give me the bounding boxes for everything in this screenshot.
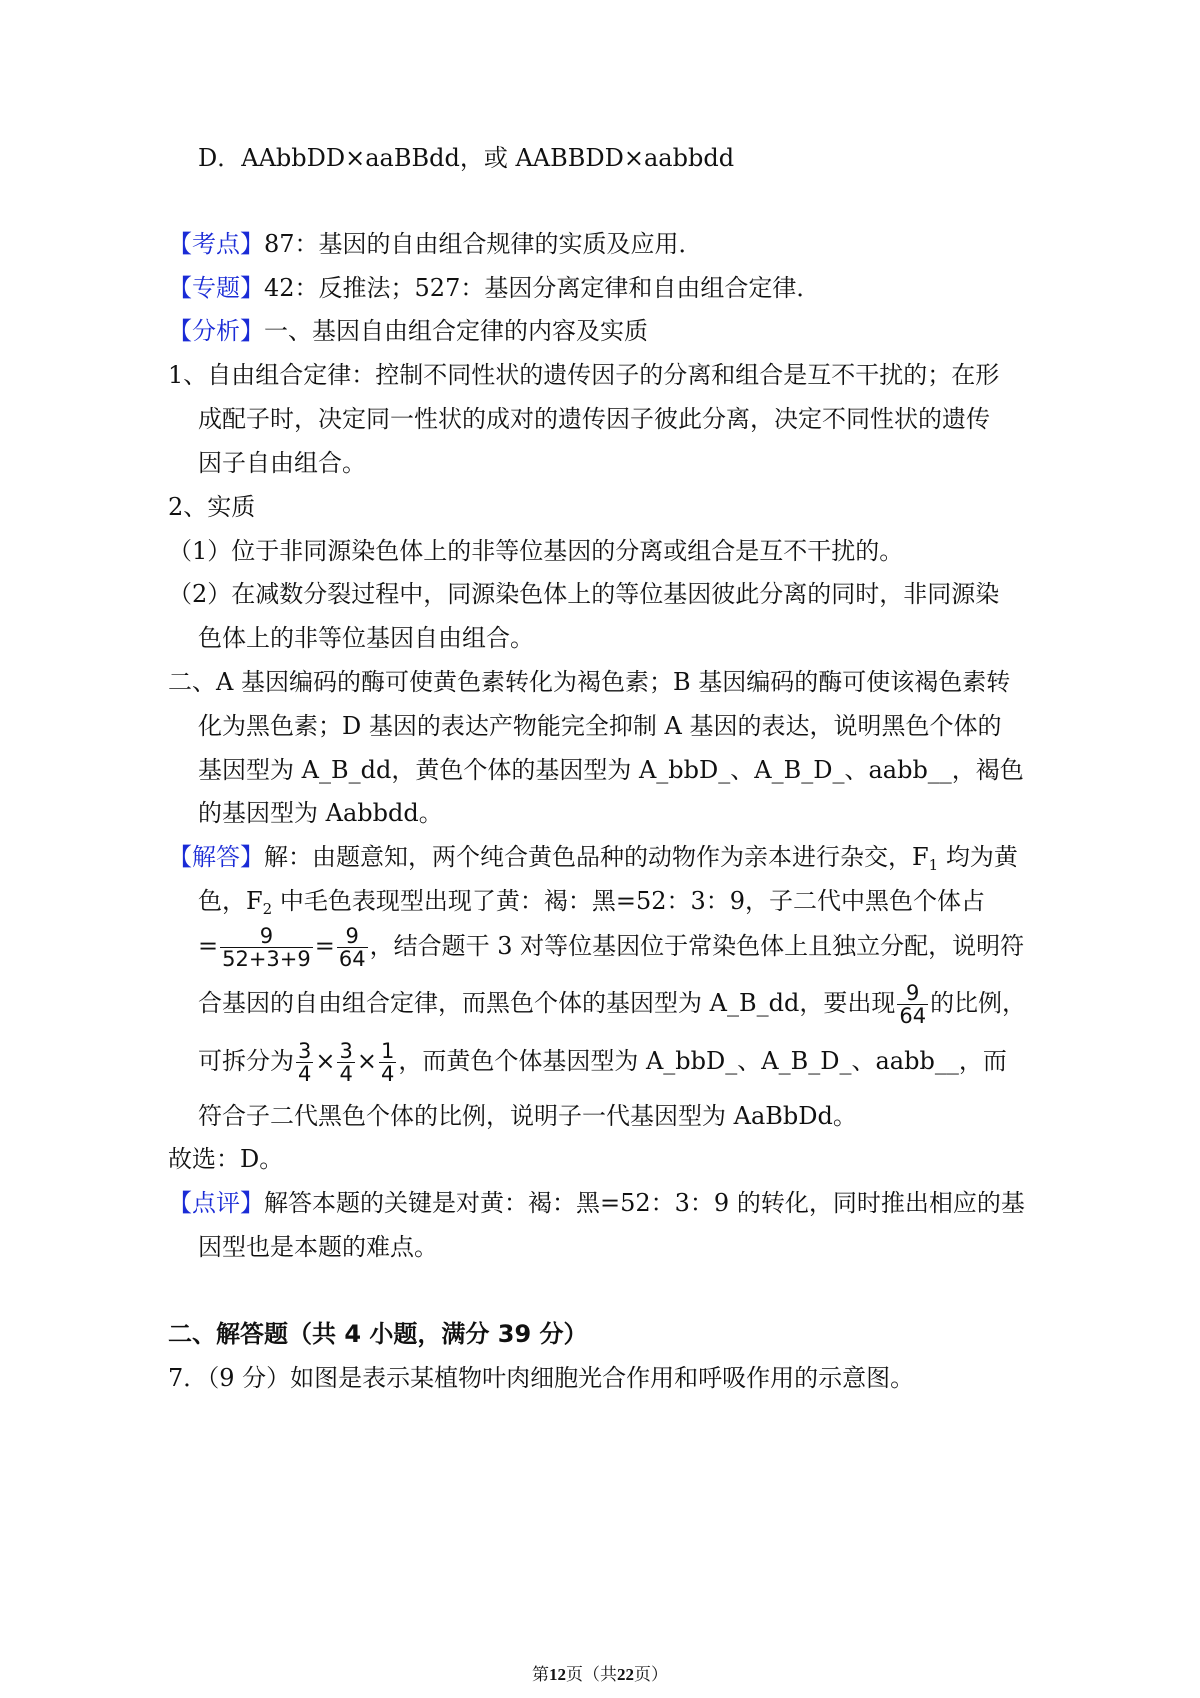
dianping-line2: 因型也是本题的难点。	[198, 1233, 438, 1261]
jieda-line1	[168, 841, 1018, 881]
page-total: 22	[617, 1665, 634, 1684]
fraction-numerator: 9	[897, 982, 928, 1005]
page-footer	[0, 1660, 1200, 1685]
fraction-3-over-4	[296, 1040, 313, 1085]
question-7: 7．（9 分）如图是表示某植物叶肉细胞光合作用和呼吸作用的示意图。	[168, 1364, 915, 1392]
jieda-line5	[198, 1037, 1007, 1085]
fenxi-p1-line3: 因子自由组合。	[198, 449, 366, 477]
jieda-l4a: 合基因的自由组合定律，而黑色个体的基因型为 A_B_dd，要出现	[198, 989, 896, 1017]
fraction-denominator: 4	[339, 1062, 353, 1086]
fenxi-line	[168, 315, 648, 347]
zhuanti-text: 42：反推法；527：基因分离定律和自由组合定律．	[264, 274, 821, 302]
fraction-denominator: 4	[298, 1062, 312, 1086]
fraction-1-over-4	[379, 1040, 396, 1085]
jieda-l2b: 中毛色表现型出现了黄：褐：黑=52：3：9，子二代中黑色个体占	[272, 887, 986, 915]
dianping-tag: 【点评】	[168, 1189, 264, 1217]
fraction-numerator: 9	[220, 925, 313, 948]
jieda-line6: 符合子二代黑色个体的比例，说明子一代基因型为 AaBbDd。	[198, 1102, 857, 1130]
jieda-line4	[198, 979, 1026, 1027]
option-d: D．AAbbDD×aaBBdd，或 AABBDD×aabbdd	[198, 144, 735, 172]
fraction-numerator: 3	[339, 1039, 353, 1063]
jieda-line2	[198, 885, 985, 925]
fraction-9-over-sum	[220, 925, 313, 970]
section-heading: 二、解答题（共 4 小题，满分 39 分）	[168, 1320, 588, 1348]
footer-mid: 页（共	[566, 1665, 617, 1685]
fraction-denominator: 52+3+9	[222, 947, 311, 971]
zhuanti-tag: 【专题】	[168, 274, 264, 302]
fenxi-tag: 【分析】	[168, 317, 264, 345]
fraction-numerator: 3	[298, 1039, 312, 1063]
fraction-9-over-64	[337, 925, 368, 970]
fraction-3-over-4	[337, 1040, 354, 1085]
kaodian-text: 87：基因的自由组合规律的实质及应用．	[264, 230, 703, 258]
footer-post: 页）	[634, 1665, 668, 1685]
fenxi-p4-line1: （2）在减数分裂过程中，同源染色体上的等位基因彼此分离的同时，非同源染	[168, 580, 1000, 608]
f1-subscript: 1	[928, 856, 939, 874]
jieda-tag: 【解答】	[168, 843, 264, 871]
f2-subscript: 2	[262, 900, 273, 918]
equals-sign: =	[314, 932, 335, 960]
equals-sign: =	[198, 932, 219, 960]
page-number: 12	[549, 1665, 566, 1684]
fraction-numerator: 9	[337, 925, 368, 948]
fraction-9-over-64	[897, 982, 928, 1027]
jieda-l4b: 的比例，	[930, 989, 1027, 1017]
jieda-l2a: 色，F	[198, 887, 263, 915]
kaodian-line	[168, 228, 703, 260]
jieda-l1b: 均为黄	[938, 843, 1018, 871]
fenxi-p5-line1: 二、A 基因编码的酶可使黄色素转化为褐色素；B 基因编码的酶可使该褐色素转	[168, 668, 1011, 696]
fraction-numerator: 1	[380, 1039, 395, 1063]
kaodian-tag: 【考点】	[168, 230, 264, 258]
fenxi-p1-line2: 成配子时，决定同一性状的成对的遗传因子彼此分离，决定不同性状的遗传	[198, 405, 990, 433]
dianping-l1: 解答本题的关键是对黄：褐：黑=52：3：9 的转化，同时推出相应的基	[264, 1189, 1025, 1217]
times-sign: ×	[315, 1047, 336, 1075]
fraction-denominator: 64	[338, 947, 366, 971]
fenxi-p2: 2、实质	[168, 493, 256, 521]
fenxi-p4-line2: 色体上的非等位基因自由组合。	[198, 624, 534, 652]
zhuanti-line	[168, 272, 820, 304]
fraction-denominator: 64	[899, 1004, 927, 1028]
fenxi-p3: （1）位于非同源染色体上的非等位基因的分离或组合是互不干扰的。	[168, 537, 904, 565]
fenxi-text: 一、基因自由组合定律的内容及实质	[264, 317, 648, 345]
jieda-l3b: ，结合题干 3 对等位基因位于常染色体上且独立分配，说明符	[369, 932, 1025, 960]
fenxi-p1-line1: 1、自由组合定律：控制不同性状的遗传因子的分离和组合是互不干扰的；在形	[168, 361, 1000, 389]
answer-line: 故选：D。	[168, 1145, 284, 1173]
jieda-l5b: ，而黄色个体基因型为 A_bbD_、A_B_D_、aabb__，而	[398, 1047, 1007, 1075]
fraction-denominator: 4	[380, 1062, 395, 1086]
times-sign: ×	[356, 1047, 377, 1075]
fenxi-p5-line4: 的基因型为 Aabbdd。	[198, 799, 443, 827]
footer-pre: 第	[532, 1665, 549, 1685]
jieda-l5a: 可拆分为	[198, 1047, 294, 1075]
jieda-line3	[198, 922, 1024, 970]
dianping-line1	[168, 1187, 1025, 1219]
fenxi-p5-line2: 化为黑色素；D 基因的表达产物能完全抑制 A 基因的表达，说明黑色个体的	[198, 712, 1002, 740]
fenxi-p5-line3: 基因型为 A_B_dd，黄色个体的基因型为 A_bbD_、A_B_D_、aabb__，褐色	[198, 756, 1024, 784]
jieda-l1a: 解：由题意知，两个纯合黄色品种的动物作为亲本进行杂交，F	[264, 843, 929, 871]
